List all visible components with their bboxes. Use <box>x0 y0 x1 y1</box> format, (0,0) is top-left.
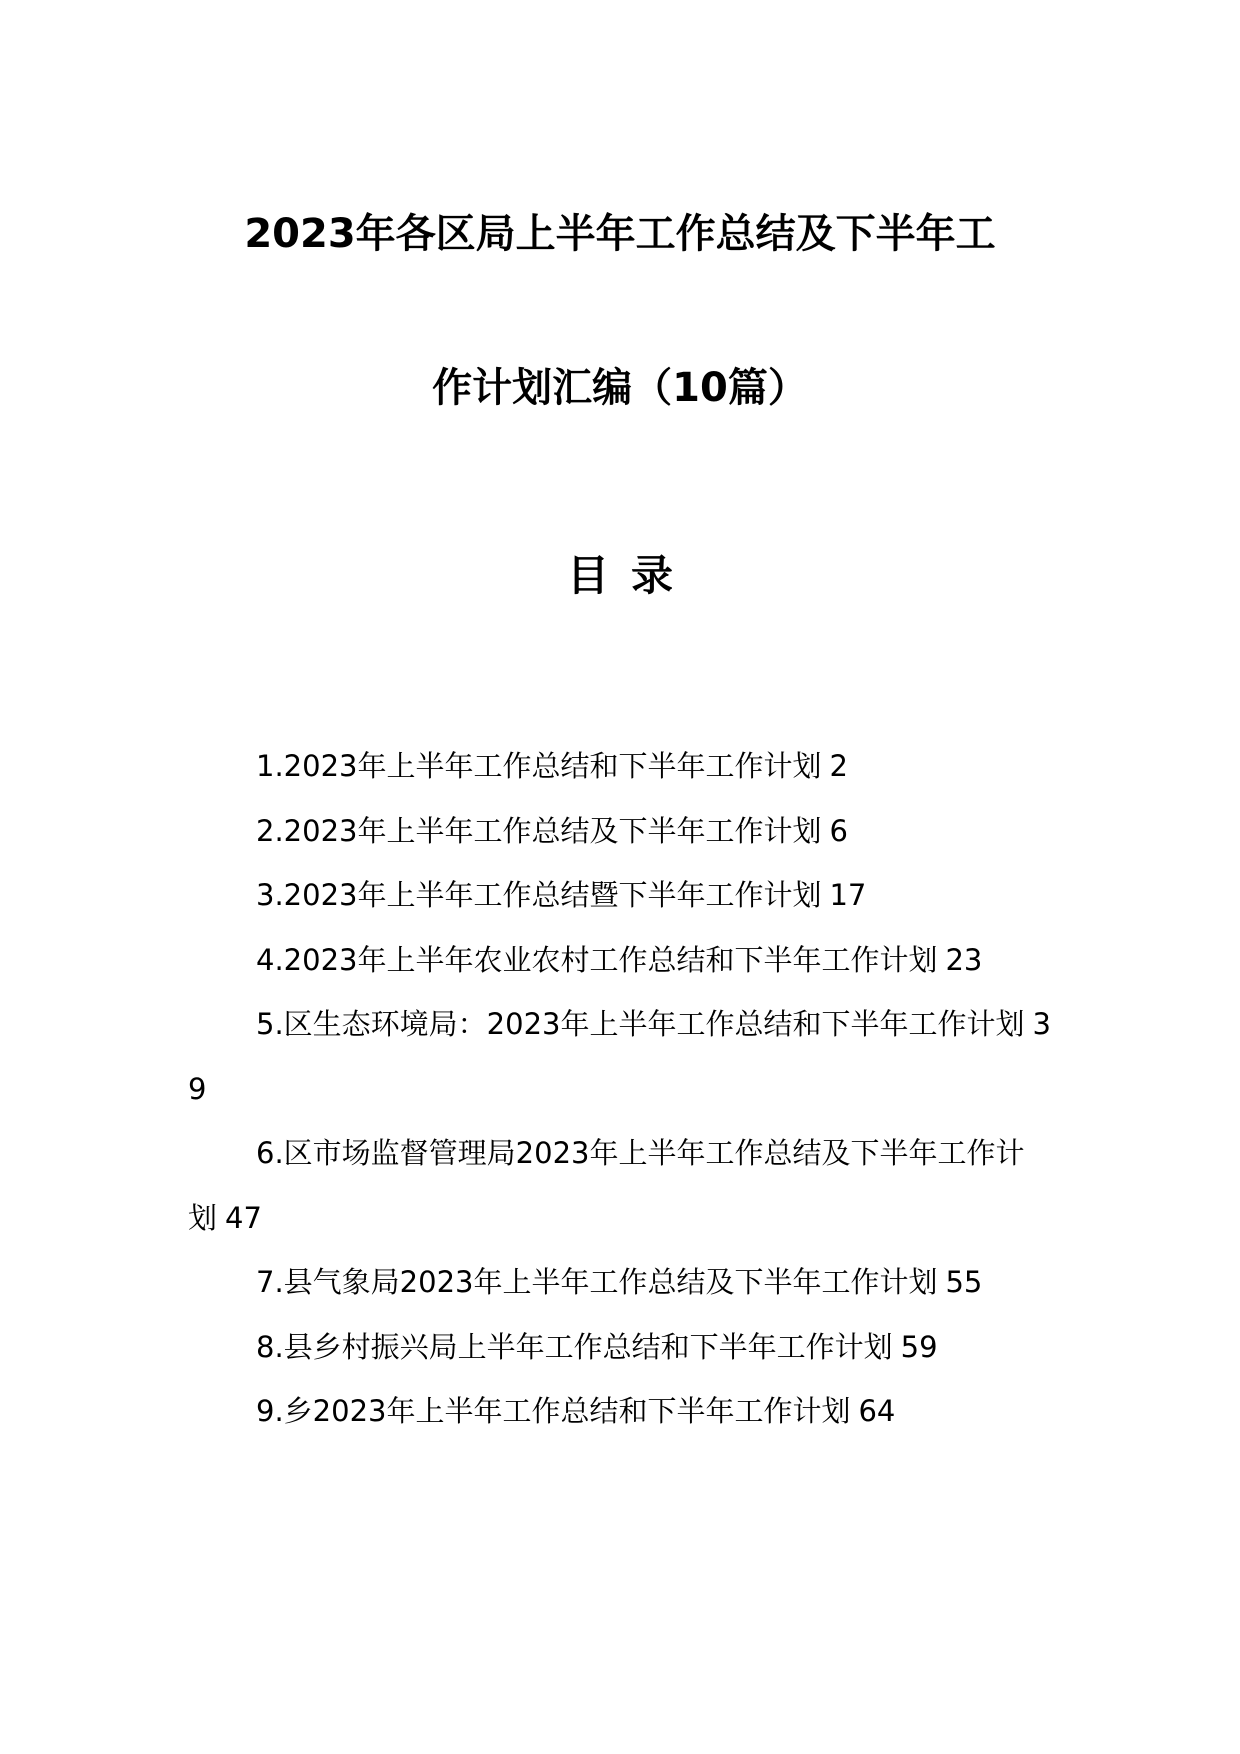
toc-entry-page: 39 <box>188 1007 1051 1106</box>
toc-entry-page: 59 <box>900 1329 938 1364</box>
toc-entry-label: 4.2023年上半年农业农村工作总结和下半年工作计划 <box>256 942 938 977</box>
toc-entry-page: 6 <box>829 813 848 848</box>
toc-entry[interactable] <box>188 1379 1052 1444</box>
toc-entry[interactable] <box>188 928 1052 993</box>
table-of-contents <box>188 734 1052 1444</box>
toc-entry-page: 47 <box>225 1200 262 1235</box>
toc-entry[interactable] <box>188 1250 1052 1315</box>
toc-entry[interactable] <box>188 799 1052 864</box>
toc-entry-label: 6.区市场监督管理局2023年上半年工作总结及下半年工作计划 <box>188 1136 1025 1235</box>
toc-entry[interactable] <box>188 1121 1052 1250</box>
toc-entry-label: 7.县气象局2023年上半年工作总结及下半年工作计划 <box>256 1265 938 1299</box>
toc-entry-page: 2 <box>829 749 848 783</box>
toc-entry-page: 55 <box>945 1265 983 1299</box>
toc-entry-page: 64 <box>858 1394 896 1428</box>
toc-entry-label: 8.县乡村振兴局上半年工作总结和下半年工作计划 <box>256 1329 893 1364</box>
toc-entry-page: 17 <box>829 878 867 912</box>
toc-entry-page: 23 <box>945 942 983 977</box>
toc-heading: 目录 <box>566 551 695 600</box>
document-title-line-2: 作计划汇编（10篇） <box>432 365 808 411</box>
document-title-line-1: 2023年各区局上半年工作总结及下半年工 <box>244 211 996 257</box>
toc-entry-label: 3.2023年上半年工作总结暨下半年工作计划 <box>256 878 822 912</box>
toc-entry-label: 1.2023年上半年工作总结和下半年工作计划 <box>256 749 822 783</box>
toc-entry[interactable] <box>188 992 1052 1121</box>
toc-entry-label: 2.2023年上半年工作总结及下半年工作计划 <box>256 813 822 848</box>
toc-entry[interactable] <box>188 863 1052 928</box>
toc-entry[interactable] <box>188 1315 1052 1380</box>
toc-entry[interactable] <box>188 734 1052 799</box>
toc-entry-label: 5.区生态环境局：2023年上半年工作总结和下半年工作计划 <box>256 1007 1025 1041</box>
toc-entry-label: 9.乡2023年上半年工作总结和下半年工作计划 <box>256 1394 851 1428</box>
